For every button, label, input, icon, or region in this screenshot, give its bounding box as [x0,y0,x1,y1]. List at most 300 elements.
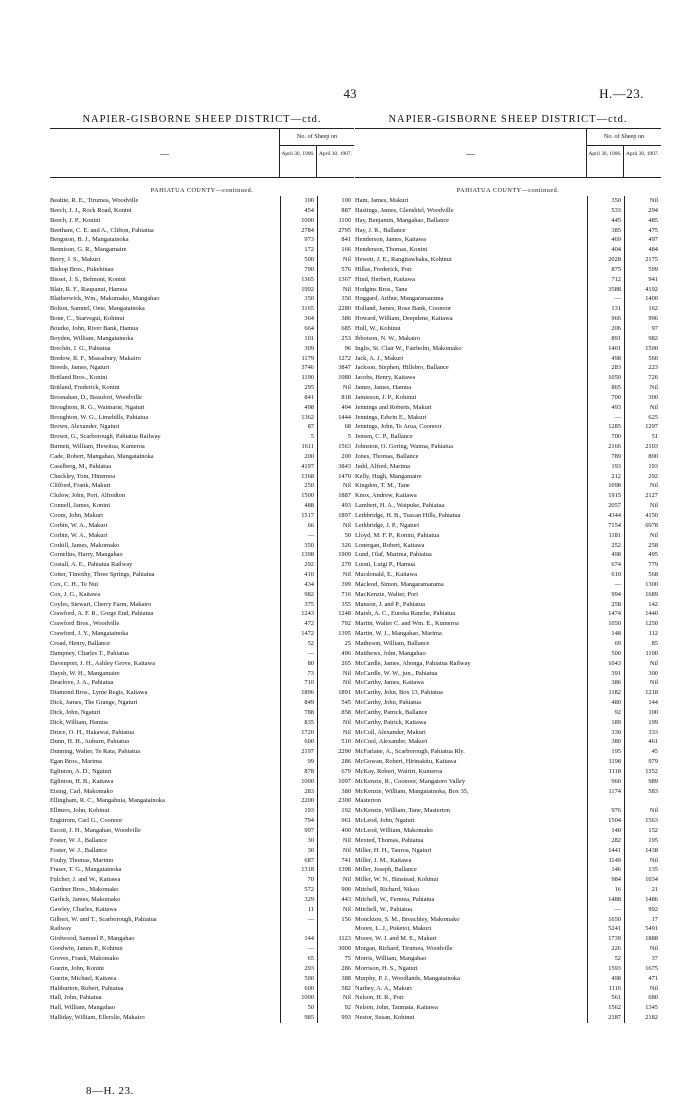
sheep-count-1907: 979 [624,757,661,767]
owner-name: Morrison, H. S., Ngaturi [355,964,418,972]
county-heading: PAHIATUA COUNTY—continued. [456,187,560,194]
sheep-count-1906: 350 [587,196,624,206]
table-row [355,964,661,974]
sheep-count-1907: 166 [317,245,354,255]
owner-name: Clifford, Frank, Makuri [50,482,111,490]
table-row [50,363,354,373]
sheep-count-1907: 2300 [317,796,354,806]
owner-name: Jamieson, J. P., Kohinui [355,393,417,401]
owner-name: Masterton [355,797,381,805]
sheep-count-1906: 1517 [280,511,317,521]
sheep-count-1906: — [587,905,624,915]
owner-name: Goodwin, James P., Kohinui [50,945,123,953]
table-row [50,472,354,482]
owner-name: McCarthy, James, Kaitawa [355,679,424,687]
left-column [50,112,354,1023]
owner-name: McKenzie, William, Tane, Masterton [355,807,450,815]
sheep-count-1906: 375 [280,600,317,610]
owner-name: McFarlane, A., Scarborough, Pahiatua Rly. [355,748,465,756]
table-row [355,235,661,245]
table-row [50,393,354,403]
row-list [50,196,354,1023]
sheep-count-1907: 485 [624,216,661,226]
table-row [355,698,661,708]
table-row [355,462,661,472]
owner-name: Matthews, John, Mangahao [355,649,426,657]
owner-name: Mexted, Thomas, Pahiatua [355,836,424,844]
sheep-count-1906: 994 [587,590,624,600]
sheep-count-1907: 1486 [624,895,661,905]
sheep-count-1906: 1504 [587,816,624,826]
sheep-count-1906: 960 [587,777,624,787]
sheep-count-1907: 142 [624,600,661,610]
table-row [355,422,661,432]
table-row [50,856,354,866]
sheep-count-1907: 223 [624,363,661,373]
owner-name: Fouhy, Thomas, Marimo [50,856,114,864]
owner-name: Miller, H. H., Tauroa, Ngaturi [355,846,432,854]
sheep-count-1907: 253 [317,334,354,344]
sheep-count-1906: 1915 [587,491,624,501]
sheep-count-1907: 5 [317,432,354,442]
table-row [50,777,354,787]
sheep-count-1906: 131 [587,304,624,314]
table-row [50,1013,354,1023]
table-row [355,796,661,806]
owner-name: Lethbridge, J. P., Ngaturi [355,521,420,529]
sheep-count-1907: 961 [317,816,354,826]
table-row [50,255,354,265]
table-row [355,501,661,511]
owner-name: Brown, G., Scarborough, Pahiatua Railway [50,433,161,441]
table-row [355,984,661,994]
owner-name: Blair, R. F., Raupanui, Hamua [50,285,128,293]
sheep-count-1906: 385 [587,226,624,236]
sheep-count-1906: 50 [280,1003,317,1013]
owner-name: Bisset, J. S., Belmont, Konini [50,275,126,283]
owner-name: McCarthy, John, Pahiatua [355,699,421,707]
sheep-count-1907: Nil [624,984,661,994]
sheep-count-1906: 2028 [587,255,624,265]
table-row [50,216,354,226]
owner-name: Ellingham, R. C., Mangahuia, Mangatainoka [50,797,165,805]
sheep-count-1907: 992 [624,905,661,915]
owner-name: Breeds, James, Ngaturi [50,364,110,372]
sheep-count-1906: 1050 [587,373,624,383]
sheep-count-header: No. of Sheep on [280,129,354,146]
owner-name: Connell, James, Konini [50,502,110,510]
sheep-count-1907: 568 [624,570,661,580]
sheep-count-1907: 4192 [624,285,661,295]
sheep-count-1907: 1097 [317,777,354,787]
owner-name: Guerin, Michael, Kaitawa [50,974,117,982]
table-row [50,728,354,738]
sheep-count-1907: 443 [317,895,354,905]
table-row [355,216,661,226]
sheep-count-1907: 68 [317,422,354,432]
sheep-count-1907: 400 [317,826,354,836]
sheep-count-1906: 445 [587,216,624,226]
owner-name: Johnston, O. Goring, Waima, Pahiatua [355,443,454,451]
sheep-count-1906: 5 [280,432,317,442]
sheep-count-1906: 1179 [280,354,317,364]
sheep-count-1907: Nil [624,481,661,491]
year-1906-header: April 30, 1906. [280,146,317,177]
sheep-count-1906: 65 [280,954,317,964]
sheep-count-1907: 996 [624,314,661,324]
sheep-count-1907: 818 [317,393,354,403]
owner-name: Mitchell, W., Pahiatua [355,905,412,913]
table-row [355,974,661,984]
sheep-count-1907 [317,924,354,934]
table-row [50,659,354,669]
table-row [50,678,354,688]
table-row [355,718,661,728]
table-row [355,865,661,875]
owner-name: McCarthy, John, Box 13, Pahiatua [355,689,443,697]
table-row [355,334,661,344]
table-row [50,462,354,472]
sheep-count-1907: 355 [317,600,354,610]
sheep-count-1907: 779 [624,560,661,570]
sheep-count-1907: 1123 [317,934,354,944]
sheep-count-1907: 3000 [317,944,354,954]
sheep-count-1906: 434 [280,580,317,590]
sheep-count-1906: 1190 [280,373,317,383]
owner-name: Jennings and Roberts, Makuri [355,403,432,411]
sheep-count-1906: 380 [587,737,624,747]
sheep-count-1906: 472 [280,619,317,629]
owner-name: Beattie, R. E., Tirumea, Woodville [50,197,139,204]
table-row [355,344,661,354]
owner-name: Hull, W., Kohinui [355,324,401,332]
table-row [50,718,354,728]
sheep-count-1906: 206 [587,324,624,334]
sheep-count-1907: 1395 [317,629,354,639]
owner-name: Hodgins Bros., Tane [355,285,408,293]
sheep-count-1906: 664 [280,324,317,334]
sheep-count-1906: 3588 [587,285,624,295]
sheep-count-1906: 1368 [280,472,317,482]
sheep-count-1906: 493 [587,403,624,413]
sheep-count-1906: 1182 [587,688,624,698]
sheep-count-1906: 1398 [280,550,317,560]
owner-name: Escott, J. H., Mangahao, Woodville [50,827,141,834]
sheep-count-1906: 404 [587,245,624,255]
table-row [355,649,661,659]
sheep-count-1907: Nil [317,728,354,738]
owner-name: McCarthy, Patrick, Ballance [355,708,428,716]
table-row [355,275,661,285]
sheep-count-1906: — [587,413,624,423]
table-body [355,184,661,1023]
owner-name: Britland Bros., Konini [50,374,108,382]
sheep-count-1906 [280,924,317,934]
table-row [50,265,354,275]
right-column [355,112,661,1023]
sheep-count-1906: 101 [280,334,317,344]
sheep-count-1906: 66 [280,521,317,531]
sheep-count-1907: 97 [624,324,661,334]
sheep-count-1907: 496 [317,649,354,659]
owner-name: Broughton, W. G., Limehills, Pahiatua [50,413,149,421]
table-row [355,600,661,610]
sheep-count-1906: 790 [280,265,317,275]
table-row [50,934,354,944]
sheep-count-1907: 1100 [624,649,661,659]
owner-name: Manson, J. and P., Pahiatua [355,600,425,608]
owner-name: Hay, J. R., Ballance [355,226,406,234]
sheep-count-1907: 2280 [317,304,354,314]
sheep-count-1907: Nil [624,383,661,393]
sheep-count-1906: 500 [280,974,317,984]
table-row [355,924,661,934]
owner-name: Diamond Bros., Lyme Regis, Kaitawa [50,689,148,697]
sheep-count-1907: 993 [317,1013,354,1023]
table-row [355,826,661,836]
sheep-count-1906: 364 [280,314,317,324]
sheep-count-1907: Nil [317,481,354,491]
sheep-count-1906: 835 [280,718,317,728]
owner-name: Henderson, Thomas, Konini [355,246,428,254]
sheep-count-1906: 500 [280,255,317,265]
table-row [50,826,354,836]
sheep-count-1906: 572 [280,885,317,895]
sheep-count-1906: 386 [587,678,624,688]
sheep-count-1906: 329 [280,895,317,905]
sheep-count-1906: 1050 [587,619,624,629]
page-footer: 8—H. 23. [86,1085,134,1097]
sheep-count-1906: 610 [587,570,624,580]
report-reference: H.—23. [599,86,644,101]
owner-name: McKenzie, William, Mangatainoka, Box 35, [355,787,469,795]
sheep-count-1906: 849 [280,698,317,708]
sheep-count-1906: 1488 [587,895,624,905]
table-row [355,954,661,964]
sheep-count-1907: 21 [624,885,661,895]
table-row [355,856,661,866]
sheep-count-1906: 985 [280,1013,317,1023]
table-row [50,1003,354,1013]
table-row [50,649,354,659]
sheep-count-1907: 1887 [317,491,354,501]
sheep-count-1907: 887 [317,206,354,216]
table-row [355,324,661,334]
sheep-count-1906: — [587,294,624,304]
table-row [50,226,354,236]
sheep-count-1906: 99 [280,757,317,767]
owner-name: Corbin, W. A., Makuri [50,531,108,539]
sheep-count-1907: 300 [624,669,661,679]
table-row [355,580,661,590]
sheep-count-1907: 1689 [624,590,661,600]
owner-name: Girdwood, Samuel P., Mangahao [50,935,135,943]
owner-name: Hoggard, Arthur, Mangaramarama [355,295,444,303]
sheep-count-1907: 475 [624,226,661,236]
table-row [50,796,354,806]
table-row [50,196,354,206]
table-row [355,816,661,826]
table-row [50,521,354,531]
sheep-count-1906: 195 [587,747,624,757]
table-row [355,531,661,541]
table-row [50,275,354,285]
sheep-count-1907: 625 [624,413,661,423]
owner-name: Coom, John, Makuri [50,512,103,519]
owner-name: Fulcher, J. and W., Kaitawa [50,876,121,884]
table-row [355,737,661,747]
owner-name: Macleod, Simon, Mangaramarama [355,580,444,588]
sheep-count-1907: 75 [317,954,354,964]
year-1907-header: April 30, 1907. [319,151,352,157]
owner-name: Druce, O. H., Hakawai, Pahiatua [50,728,134,736]
sheep-count-1906: 1098 [587,481,624,491]
sheep-count-1906: 4344 [587,511,624,521]
table-row [50,304,354,314]
sheep-count-1906: 1401 [587,344,624,354]
sheep-count-1906: 172 [280,245,317,255]
owner-name: Beech, J. J., Rock Road, Konini [50,206,132,214]
sheep-count-1906: 193 [280,806,317,816]
sheep-count-1907: 576 [317,265,354,275]
sheep-count-1907: 495 [624,550,661,560]
owner-name: Mitchell, W., Ferniea, Pahiatua [355,895,435,903]
sheep-count-1906: 500 [587,649,624,659]
sheep-count-1907: 685 [317,324,354,334]
owner-name: Checkley, Tom, Hinemoa [50,472,116,480]
sheep-count-1906: 997 [280,826,317,836]
sheep-count-1906: 498 [587,550,624,560]
table-row [50,531,354,541]
sheep-count-1906: 674 [587,560,624,570]
table-row [50,442,354,452]
owner-name: Judd, Alfred, Marima [355,462,411,470]
owner-name: Coyles, Stewart, Cherry Farm, Makairo [50,600,152,608]
sheep-count-1907: 195 [624,836,661,846]
owner-name: McCardle, James, Ahonga, Pahiatua Railway [355,659,471,667]
table-row [355,846,661,856]
table-row [355,541,661,551]
sheep-count-1906: 250 [280,481,317,491]
sheep-count-1907: 135 [624,865,661,875]
sheep-count-1907: Nil [624,856,661,866]
sheep-count-1907: 1352 [624,767,661,777]
sheep-count-1907 [624,796,661,806]
sheep-count-1906: 469 [587,235,624,245]
sheep-count-1907: 162 [624,304,661,314]
sheep-count-1907: 1438 [624,846,661,856]
sheep-count-1907: 17 [624,915,661,925]
table-row [50,708,354,718]
sheep-count-1906: 1500 [280,491,317,501]
table-row [355,934,661,944]
owner-name: Berry, J. S., Makuri [50,256,101,264]
sheep-count-1907: 51 [624,432,661,442]
sheep-count-1907: 1440 [624,609,661,619]
sheep-count-1906: 966 [587,314,624,324]
owner-name: Cornelius, Harry, Mangahao [50,551,123,559]
table-body [50,184,354,1023]
table-row [355,915,661,925]
sheep-count-1906: 148 [587,629,624,639]
owner-name: Foster, W. J., Ballance [50,846,108,854]
sheep-count-1906: 1000 [280,993,317,1003]
sheep-count-1907: 380 [317,787,354,797]
owner-name: Engstrom, Carl G., Coonoor [50,817,123,825]
owner-name: Macdonald, E., Kaitawa [355,571,417,579]
owner-name: Davenport, J. H., Ashley Grove, Kaitawa [50,659,156,667]
sheep-count-1906: 92 [587,708,624,718]
sheep-count-1906: 498 [587,974,624,984]
owner-name: Egan Bros., Marima [50,758,102,766]
table-row [50,413,354,423]
sheep-count-1906: 1650 [587,915,624,925]
sheep-count-1906: 841 [280,393,317,403]
table-row [355,265,661,275]
sheep-count-1906: 16 [587,885,624,895]
table-row [355,688,661,698]
sheep-count-1907: 300 [624,393,661,403]
table-row [355,550,661,560]
sheep-count-1906: 700 [587,432,624,442]
sheep-count-1907: Nil [317,993,354,1003]
sheep-count-1907: 989 [624,777,661,787]
owner-name: Jacobs, Henry, Kaitawa [355,374,416,382]
table-row [355,728,661,738]
table-row [50,669,354,679]
sheep-count-1907: 2127 [624,491,661,501]
sheep-count-1907: 792 [317,619,354,629]
sheep-count-1906: 1149 [587,856,624,866]
table-row [355,452,661,462]
owner-name: Nelson, John, Taumata, Kaitawa [355,1004,438,1012]
sheep-count-1907: 1080 [317,373,354,383]
owner-name: Garlick, James, Makomako [50,895,121,903]
owner-name: Corbin, W. A., Makuri [50,521,108,529]
table-row [355,836,661,846]
sheep-count-1907: 286 [317,964,354,974]
table-row [355,413,661,423]
sheep-count-1907: 292 [624,472,661,482]
table-row [50,481,354,491]
sheep-count-1907: Nil [624,944,661,954]
sheep-count-1906: 292 [280,560,317,570]
table-row [355,777,661,787]
sheep-count-1906: 146 [587,865,624,875]
owner-name: Dunn, H. H., Auburn, Pahiatua [50,738,129,746]
table-row [50,944,354,954]
owner-name: Monckton, S. M., Breachley, Makomako [355,915,460,923]
sheep-count-1907: Nil [317,875,354,885]
table-row [50,324,354,334]
sheep-count-1906: — [587,580,624,590]
owner-name: Foster, W. J., Ballance [50,836,108,844]
table-header [50,129,354,178]
sheep-count-1906: 30 [280,846,317,856]
sheep-count-1907: 1248 [317,609,354,619]
county-heading: PAHIATUA COUNTY—continued. [150,187,254,194]
table-row [355,255,661,265]
sheep-count-1906: 5241 [587,924,624,934]
sheep-count-1906: 498 [280,403,317,413]
table-row [50,698,354,708]
table-row [355,481,661,491]
sheep-count-1906: 7154 [587,521,624,531]
sheep-count-1907: 286 [317,757,354,767]
sheep-count-1907: Nil [624,196,661,206]
owner-name: Gardner Bros., Makomako [50,886,119,894]
sheep-count-1907: 497 [624,235,661,245]
